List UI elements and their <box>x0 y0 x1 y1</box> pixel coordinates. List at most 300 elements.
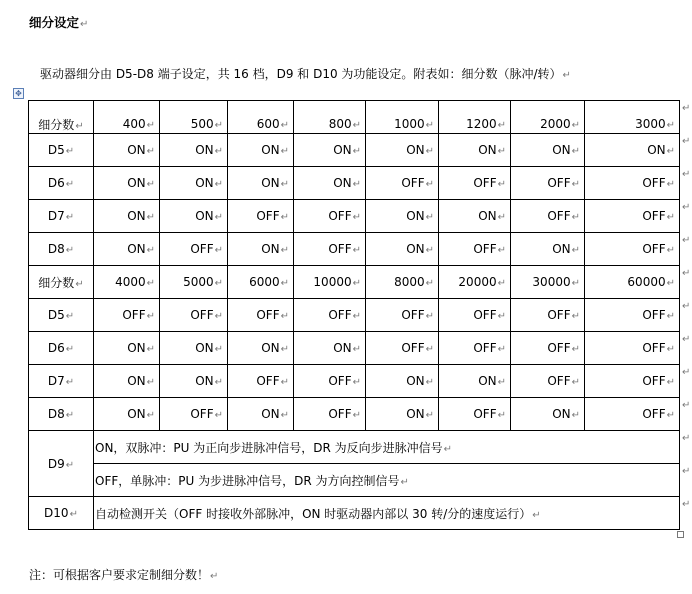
header-value-cell <box>439 266 511 299</box>
switch-state-cell <box>585 332 680 365</box>
switch-state-cell <box>228 332 294 365</box>
cell-text: D7 <box>47 209 65 223</box>
header-value-cell <box>585 266 680 299</box>
cell-text: ON <box>127 341 146 355</box>
switch-state-cell <box>511 167 585 200</box>
paragraph-mark: ↵ <box>497 344 506 355</box>
cell-text: D5 <box>47 143 65 157</box>
paragraph-mark: ↵ <box>280 311 289 322</box>
paragraph-mark: ↵ <box>352 410 361 421</box>
paragraph-mark: ↵ <box>280 278 289 289</box>
cell-text: OFF <box>190 308 214 322</box>
switch-state-cell <box>294 299 366 332</box>
paragraph-mark: ↵ <box>75 120 84 132</box>
switch-state-cell <box>294 233 366 266</box>
section-heading: 细分设定↵ <box>29 15 89 30</box>
paragraph-mark: ↵ <box>666 245 675 256</box>
paragraph-mark: ↵ <box>497 410 506 421</box>
paragraph-mark: ↵ <box>425 344 434 355</box>
paragraph-mark: ↵ <box>352 344 361 355</box>
cell-text: D8 <box>47 242 65 256</box>
paragraph-mark: ↵ <box>65 410 75 421</box>
cell-text: ON <box>261 143 280 157</box>
cell-text: ON <box>195 374 214 388</box>
paragraph-mark: ↵ <box>532 509 541 521</box>
cell-text: 自动检测开关（OFF 时接收外部脉冲，ON 时驱动器内部以 30 转/分的速度运行） <box>95 506 532 521</box>
switch-state-cell <box>228 365 294 398</box>
table-row <box>29 134 680 167</box>
switch-state-cell <box>294 365 366 398</box>
cell-text: ON <box>333 176 352 190</box>
paragraph-mark: ↵ <box>666 410 675 421</box>
paragraph-mark: ↵ <box>352 120 361 131</box>
switch-state-cell <box>366 365 439 398</box>
switch-state-cell <box>94 200 160 233</box>
cell-text: OFF <box>547 176 571 190</box>
switch-state-cell <box>94 134 160 167</box>
cell-text: ON <box>478 374 497 388</box>
cell-text: 1200 <box>466 117 497 131</box>
paragraph-mark: ↵ <box>571 311 580 322</box>
row-label-cell <box>29 365 94 398</box>
cell-text: 500 <box>190 117 214 131</box>
d10-description <box>94 497 680 530</box>
switch-state-cell <box>585 167 680 200</box>
switch-state-cell <box>511 332 585 365</box>
paragraph-mark: ↵ <box>425 311 434 322</box>
paragraph-mark: ↵ <box>214 245 223 256</box>
paragraph-mark: ↵ <box>280 344 289 355</box>
switch-state-cell <box>160 134 228 167</box>
paragraph-mark: ↵ <box>571 245 580 256</box>
d9-on-description <box>94 431 680 464</box>
switch-state-cell <box>511 299 585 332</box>
cell-text: OFF <box>122 308 146 322</box>
paragraph-mark: ↵ <box>400 476 409 488</box>
cell-text: OFF <box>642 176 666 190</box>
paragraph-mark: ↵ <box>352 245 361 256</box>
switch-state-cell <box>585 233 680 266</box>
cell-text: ON <box>127 143 146 157</box>
cell-text: D9 <box>47 456 65 471</box>
d9-off-description <box>94 464 680 497</box>
cell-text: D6 <box>47 176 65 190</box>
paragraph-mark: ↵ <box>280 410 289 421</box>
paragraph-mark: ↵ <box>352 146 361 157</box>
switch-state-cell <box>439 332 511 365</box>
switch-state-cell <box>439 134 511 167</box>
cell-text: ON <box>406 242 425 256</box>
header-value-cell <box>294 266 366 299</box>
cell-text: 400 <box>122 117 146 131</box>
microstep-table <box>28 100 680 530</box>
table-move-handle-icon[interactable]: ✥ <box>13 88 24 99</box>
switch-state-cell <box>94 299 160 332</box>
paragraph-mark: ↵ <box>65 459 75 471</box>
switch-state-cell <box>439 398 511 431</box>
switch-state-cell <box>511 134 585 167</box>
row-end-mark: ↵ <box>682 333 691 345</box>
cell-text: ON <box>333 341 352 355</box>
switch-state-cell <box>160 233 228 266</box>
cell-text: 细分数 <box>38 275 75 290</box>
cell-text: OFF，单脉冲：PU 为步进脉冲信号，DR 为方向控制信号 <box>95 473 400 488</box>
table-row <box>29 101 680 134</box>
paragraph-mark: ↵ <box>214 377 223 388</box>
switch-state-cell <box>160 332 228 365</box>
paragraph-mark: ↵ <box>65 377 75 388</box>
cell-text: ON <box>195 143 214 157</box>
cell-text: 10000 <box>313 275 352 289</box>
switch-state-cell <box>439 365 511 398</box>
cell-text: ON <box>127 374 146 388</box>
table-row <box>29 464 680 497</box>
paragraph-mark: ↵ <box>425 245 434 256</box>
switch-state-cell <box>366 134 439 167</box>
switch-state-cell <box>160 299 228 332</box>
cell-text: OFF <box>328 242 352 256</box>
intro-paragraph: 驱动器细分由 D5-D8 端子设定，共 16 档，D9 和 D10 为功能设定。附表如：细分数（脉冲/转）↵ <box>40 67 571 81</box>
paragraph-mark: ↵ <box>497 179 506 190</box>
cell-text: 20000 <box>458 275 497 289</box>
cell-text: 3000 <box>635 117 666 131</box>
header-label-cell <box>29 101 94 134</box>
paragraph-mark: ↵ <box>497 120 506 131</box>
cell-text: 800 <box>328 117 352 131</box>
table-row <box>29 431 680 464</box>
switch-state-cell <box>366 200 439 233</box>
table-row <box>29 200 680 233</box>
paragraph-mark: ↵ <box>352 179 361 190</box>
cell-text: OFF <box>642 308 666 322</box>
switch-state-cell <box>511 365 585 398</box>
row-end-mark: ↵ <box>682 201 691 213</box>
paragraph-mark: ↵ <box>65 212 75 223</box>
header-value-cell <box>160 101 228 134</box>
paragraph-mark: ↵ <box>571 120 580 131</box>
row-label-cell <box>29 167 94 200</box>
switch-state-cell <box>160 365 228 398</box>
paragraph-mark: ↵ <box>497 212 506 223</box>
row-label-cell <box>29 299 94 332</box>
switch-state-cell <box>366 167 439 200</box>
paragraph-mark: ↵ <box>214 179 223 190</box>
cell-text: 600 <box>256 117 280 131</box>
paragraph-mark: ↵ <box>352 278 361 289</box>
cell-text: 5000 <box>183 275 214 289</box>
header-value-cell <box>511 266 585 299</box>
row-end-mark: ↵ <box>682 498 691 510</box>
paragraph-mark: ↵ <box>666 311 675 322</box>
cell-text: ON <box>127 209 146 223</box>
table-row <box>29 365 680 398</box>
cell-text: 2000 <box>540 117 571 131</box>
row-end-mark: ↵ <box>682 399 691 411</box>
cell-text: OFF <box>642 374 666 388</box>
header-value-cell <box>160 266 228 299</box>
cell-text: ON <box>195 176 214 190</box>
switch-state-cell <box>294 167 366 200</box>
switch-state-cell <box>294 200 366 233</box>
row-end-mark: ↵ <box>682 267 691 279</box>
paragraph-mark: ↵ <box>497 377 506 388</box>
switch-state-cell <box>511 200 585 233</box>
row-end-mark: ↵ <box>682 300 691 312</box>
footnote: 注：可根据客户要求定制细分数！↵ <box>29 568 219 582</box>
paragraph-mark: ↵ <box>146 179 155 190</box>
table-row <box>29 299 680 332</box>
paragraph-mark: ↵ <box>425 179 434 190</box>
cell-text: OFF <box>401 341 425 355</box>
header-value-cell <box>366 101 439 134</box>
paragraph-mark: ↵ <box>666 179 675 190</box>
cell-text: ON <box>127 242 146 256</box>
table-end-mark <box>677 531 684 538</box>
switch-state-cell <box>366 233 439 266</box>
switch-state-cell <box>585 299 680 332</box>
row-end-mark: ↵ <box>682 432 691 444</box>
row-end-mark: ↵ <box>682 366 691 378</box>
paragraph-mark: ↵ <box>666 146 675 157</box>
paragraph-mark: ↵ <box>571 377 580 388</box>
cell-text: OFF <box>547 308 571 322</box>
cell-text: OFF <box>473 407 497 421</box>
cell-text: OFF <box>190 407 214 421</box>
switch-state-cell <box>439 200 511 233</box>
paragraph-mark: ↵ <box>280 179 289 190</box>
cell-text: OFF <box>547 374 571 388</box>
cell-text: OFF <box>401 176 425 190</box>
paragraph-mark: ↵ <box>146 245 155 256</box>
cell-text: ON <box>478 143 497 157</box>
switch-state-cell <box>585 134 680 167</box>
paragraph-mark: ↵ <box>280 245 289 256</box>
paragraph-mark: ↵ <box>146 120 155 131</box>
cell-text: OFF <box>328 374 352 388</box>
paragraph-mark: ↵ <box>352 377 361 388</box>
cell-text: D10 <box>44 506 69 520</box>
cell-text: ON <box>261 341 280 355</box>
header-value-cell <box>94 266 160 299</box>
cell-text: OFF <box>547 341 571 355</box>
paragraph-mark: ↵ <box>571 410 580 421</box>
cell-text: ON <box>552 143 571 157</box>
cell-text: ON <box>406 143 425 157</box>
paragraph-mark: ↵ <box>571 179 580 190</box>
switch-state-cell <box>228 134 294 167</box>
switch-state-cell <box>94 167 160 200</box>
row-end-mark: ↵ <box>682 234 691 246</box>
row-label-cell <box>29 134 94 167</box>
paragraph-mark: ↵ <box>571 344 580 355</box>
paragraph-mark: ↵ <box>571 146 580 157</box>
paragraph-mark: ↵ <box>65 344 75 355</box>
cell-text: 4000 <box>115 275 146 289</box>
row-label-cell <box>29 332 94 365</box>
cell-text: OFF <box>473 308 497 322</box>
paragraph-mark: ↵ <box>571 212 580 223</box>
cell-text: 60000 <box>627 275 666 289</box>
table-row <box>29 332 680 365</box>
cell-text: OFF <box>642 242 666 256</box>
cell-text: OFF <box>328 209 352 223</box>
switch-state-cell <box>228 233 294 266</box>
cell-text: OFF <box>328 308 352 322</box>
cell-text: ON <box>647 143 666 157</box>
table-row <box>29 266 680 299</box>
cell-text: ON <box>261 176 280 190</box>
paragraph-mark: ↵ <box>65 245 75 256</box>
cell-text: ON <box>406 407 425 421</box>
paragraph-mark: ↵ <box>65 146 75 157</box>
switch-state-cell <box>228 299 294 332</box>
paragraph-mark: ↵ <box>571 278 580 289</box>
switch-state-cell <box>585 398 680 431</box>
row-end-mark: ↵ <box>682 168 691 180</box>
header-value-cell <box>585 101 680 134</box>
cell-text: ON <box>261 407 280 421</box>
header-label-cell <box>29 266 94 299</box>
cell-text: OFF <box>328 407 352 421</box>
switch-state-cell <box>160 167 228 200</box>
cell-text: OFF <box>401 308 425 322</box>
cell-text: ON <box>333 143 352 157</box>
switch-state-cell <box>511 398 585 431</box>
cell-text: OFF <box>190 242 214 256</box>
cell-text: ON <box>195 209 214 223</box>
paragraph-mark: ↵ <box>69 509 78 520</box>
cell-text: OFF <box>642 407 666 421</box>
paragraph-mark: ↵ <box>352 212 361 223</box>
cell-text: OFF <box>473 176 497 190</box>
paragraph-mark: ↵ <box>666 212 675 223</box>
paragraph-mark: ↵ <box>214 146 223 157</box>
switch-state-cell <box>94 233 160 266</box>
header-value-cell <box>366 266 439 299</box>
switch-state-cell <box>366 299 439 332</box>
cell-text: ON <box>127 407 146 421</box>
switch-state-cell <box>228 398 294 431</box>
paragraph-mark: ↵ <box>497 146 506 157</box>
cell-text: OFF <box>547 209 571 223</box>
table-row <box>29 167 680 200</box>
paragraph-mark: ↵ <box>146 344 155 355</box>
cell-text: ON <box>406 209 425 223</box>
paragraph-mark: ↵ <box>352 311 361 322</box>
cell-text: OFF <box>642 209 666 223</box>
table-row <box>29 233 680 266</box>
cell-text: OFF <box>473 242 497 256</box>
paragraph-mark: ↵ <box>425 120 434 131</box>
paragraph-mark: ↵ <box>280 212 289 223</box>
paragraph-mark: ↵ <box>280 120 289 131</box>
paragraph-mark: ↵ <box>425 146 434 157</box>
switch-state-cell <box>94 398 160 431</box>
switch-state-cell <box>439 233 511 266</box>
switch-state-cell <box>294 332 366 365</box>
cell-text: 30000 <box>532 275 571 289</box>
paragraph-mark: ↵ <box>666 120 675 131</box>
cell-text: OFF <box>256 209 280 223</box>
row-end-mark: ↵ <box>682 465 691 477</box>
row-end-mark: ↵ <box>682 102 691 114</box>
paragraph-mark: ↵ <box>214 212 223 223</box>
row-label-cell <box>29 233 94 266</box>
cell-text: ON <box>478 209 497 223</box>
paragraph-mark: ↵ <box>65 179 75 190</box>
cell-text: OFF <box>256 374 280 388</box>
paragraph-mark: ↵ <box>214 410 223 421</box>
paragraph-mark: ↵ <box>280 146 289 157</box>
switch-state-cell <box>585 365 680 398</box>
switch-state-cell <box>228 200 294 233</box>
d9-label-cell <box>29 431 94 497</box>
row-end-mark: ↵ <box>682 135 691 147</box>
table-row <box>29 497 680 530</box>
paragraph-mark: ↵ <box>497 245 506 256</box>
cell-text: 1000 <box>394 117 425 131</box>
cell-text: OFF <box>642 341 666 355</box>
switch-state-cell <box>439 299 511 332</box>
switch-state-cell <box>160 398 228 431</box>
paragraph-mark: ↵ <box>666 377 675 388</box>
switch-state-cell <box>366 332 439 365</box>
switch-state-cell <box>228 167 294 200</box>
paragraph-mark: ↵ <box>425 212 434 223</box>
paragraph-mark: ↵ <box>497 278 506 289</box>
header-value-cell <box>228 266 294 299</box>
cell-text: ON <box>406 374 425 388</box>
cell-text: OFF <box>256 308 280 322</box>
header-value-cell <box>439 101 511 134</box>
switch-state-cell <box>511 233 585 266</box>
paragraph-mark: ↵ <box>75 278 84 290</box>
row-label-cell <box>29 398 94 431</box>
switch-state-cell <box>94 332 160 365</box>
paragraph-mark: ↵ <box>146 212 155 223</box>
cell-text: 细分数 <box>38 117 75 132</box>
paragraph-mark: ↵ <box>425 410 434 421</box>
switch-state-cell <box>94 365 160 398</box>
paragraph-mark: ↵ <box>146 410 155 421</box>
d10-label-cell <box>29 497 94 530</box>
paragraph-mark: ↵ <box>214 278 223 289</box>
paragraph-mark: ↵ <box>146 278 155 289</box>
paragraph-mark: ↵ <box>146 146 155 157</box>
paragraph-mark: ↵ <box>280 377 289 388</box>
cell-text: 6000 <box>249 275 280 289</box>
cell-text: ON <box>261 242 280 256</box>
header-value-cell <box>294 101 366 134</box>
cell-text: ON <box>552 242 571 256</box>
header-value-cell <box>228 101 294 134</box>
paragraph-mark: ↵ <box>65 311 75 322</box>
cell-text: ON <box>195 341 214 355</box>
paragraph-mark: ↵ <box>497 311 506 322</box>
header-value-cell <box>94 101 160 134</box>
cell-text: D5 <box>47 308 65 322</box>
paragraph-mark: ↵ <box>666 278 675 289</box>
cell-text: ON，双脉冲：PU 为正向步进脉冲信号，DR 为反向步进脉冲信号 <box>95 440 443 455</box>
cell-text: D6 <box>47 341 65 355</box>
paragraph-mark: ↵ <box>146 377 155 388</box>
paragraph-mark: ↵ <box>443 443 453 455</box>
paragraph-mark: ↵ <box>425 278 434 289</box>
paragraph-mark: ↵ <box>146 311 155 322</box>
switch-state-cell <box>160 200 228 233</box>
paragraph-mark: ↵ <box>214 120 223 131</box>
cell-text: D8 <box>47 407 65 421</box>
